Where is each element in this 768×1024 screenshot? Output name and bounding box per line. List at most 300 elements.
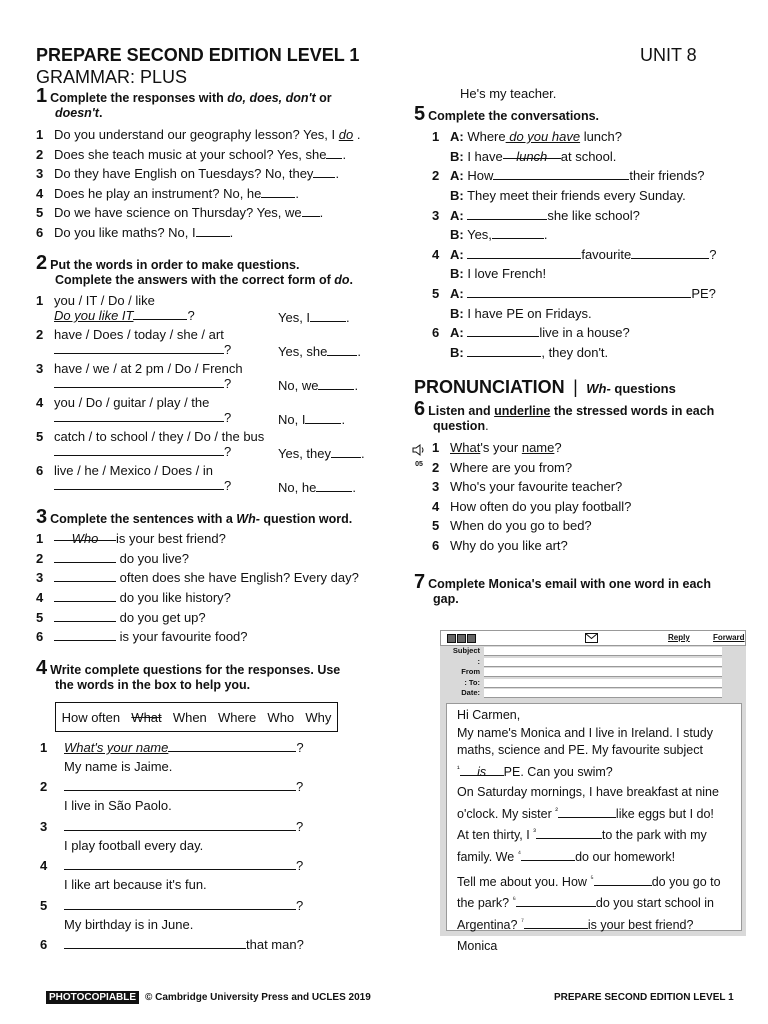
speaker-label: B: — [450, 187, 464, 203]
answer-blank[interactable] — [54, 342, 224, 354]
conversation — [414, 127, 754, 166]
pronunciation-sub: Wh- — [586, 381, 611, 396]
item-number: 3 — [432, 207, 440, 223]
email-paragraph — [457, 784, 731, 866]
gap-number: ² — [555, 805, 558, 815]
line-b — [432, 147, 754, 167]
item-text: ? — [554, 440, 562, 455]
item-number: 6 — [432, 325, 440, 341]
item-number: 4 — [36, 590, 44, 606]
instruction-words: doesn't — [55, 106, 99, 120]
email-field-input[interactable] — [484, 658, 722, 667]
line-text: Where — [463, 129, 506, 144]
question-mark: ? — [296, 740, 304, 755]
instruction-text: the words in the box to help you. — [55, 678, 251, 692]
conversation — [414, 166, 754, 205]
item-line — [36, 463, 386, 478]
email-text: Tell me about you. How — [457, 874, 591, 889]
word-box — [55, 702, 338, 732]
item-line — [36, 817, 386, 836]
answer-blank[interactable] — [305, 412, 341, 424]
item-number: 3 — [36, 361, 44, 376]
email-field-label: Subject — [452, 646, 480, 655]
box-word: How often — [61, 709, 121, 725]
email-field-input[interactable] — [484, 679, 722, 688]
gap-number: ⁴ — [517, 848, 522, 858]
exercise-item — [36, 896, 386, 935]
item-number: 4 — [36, 395, 44, 410]
item-number: 3 — [40, 818, 48, 834]
line-b — [432, 304, 754, 324]
answer-blank[interactable] — [467, 286, 691, 298]
exercise-item — [36, 125, 376, 145]
punct: . — [352, 480, 356, 495]
exercise-item — [36, 608, 386, 628]
speaker-label: A: — [450, 129, 464, 144]
instruction-text: Complete the responses with — [50, 91, 228, 105]
item-number: 4 — [432, 246, 440, 262]
speaker-label: A: — [450, 207, 464, 223]
instruction-text: Complete the sentences with a — [50, 512, 237, 526]
answer-blank[interactable] — [54, 444, 224, 456]
exercise-number: 7 — [414, 571, 426, 593]
punct: . — [361, 446, 365, 461]
item-number: 3 — [432, 479, 440, 495]
instruction-text: question word. — [259, 512, 353, 526]
instruction-words: do, does, don't — [227, 91, 316, 105]
email-line — [457, 891, 731, 913]
answer-blank[interactable] — [261, 186, 295, 198]
exercise-item — [36, 223, 376, 243]
punct: . — [357, 344, 362, 359]
item-number: 6 — [36, 224, 44, 240]
item-text: . — [335, 166, 340, 182]
exercise-item — [36, 145, 376, 165]
item-text: is your favourite food? — [116, 629, 248, 645]
email-text: is your best friend? — [587, 918, 694, 933]
answer-blank[interactable] — [316, 480, 352, 492]
exercise-number: 4 — [36, 657, 48, 679]
answer-blank[interactable] — [327, 344, 357, 356]
answer-blank[interactable] — [54, 478, 224, 490]
exercise-item — [36, 738, 386, 777]
punct: . — [341, 412, 346, 427]
email-line — [457, 913, 731, 935]
item-text: Do you understand our geography lesson? Yes, I — [54, 127, 339, 142]
item-text: How often do you play football? — [450, 498, 632, 514]
email-text: do our homework! — [575, 850, 676, 865]
email-text: PE. Can you swim? — [503, 764, 613, 779]
instruction-text: question — [433, 419, 486, 433]
carry-over-text: He's my teacher. — [460, 86, 557, 101]
answer-blank[interactable] — [133, 308, 187, 320]
line-text: she like school? — [547, 207, 640, 223]
instruction-text: Complete Monica's email with one word in each — [428, 577, 712, 591]
instruction-words: do — [334, 273, 350, 287]
answer-text: Yes, they — [278, 446, 332, 461]
email-greeting: Hi Carmen, — [457, 708, 521, 722]
exercise-6 — [414, 398, 754, 556]
email-field-row — [440, 678, 746, 689]
item-line — [36, 856, 386, 875]
gap-answer[interactable]: is — [460, 764, 504, 776]
item-number: 5 — [40, 897, 48, 913]
email-paragraph — [457, 870, 731, 935]
response-text: My birthday is in June. — [64, 916, 194, 932]
item-number: 4 — [432, 498, 440, 514]
item-number: 6 — [432, 537, 440, 553]
line-a-content — [432, 129, 622, 144]
answer-blank[interactable] — [54, 610, 116, 622]
response-text: My name is Jaime. — [64, 759, 173, 774]
speaker-label: B: — [450, 148, 464, 164]
line-a — [432, 245, 754, 265]
instruction-text: gap. — [433, 592, 459, 606]
example-answer: do — [338, 127, 354, 142]
answer-blank[interactable] — [467, 208, 547, 220]
forward-button[interactable]: Forward — [713, 633, 745, 642]
instruction-text: Write complete questions for the responses. Use — [50, 663, 341, 677]
exercise-item — [414, 438, 754, 458]
line-a — [432, 284, 754, 304]
exercise-item — [36, 164, 376, 184]
item-text: . — [295, 185, 300, 201]
answer-blank[interactable] — [54, 570, 116, 582]
speaker-label: B: — [450, 227, 464, 243]
item-number: 6 — [36, 463, 44, 478]
window-control-icon[interactable] — [467, 634, 476, 643]
answer-blank[interactable] — [310, 310, 346, 322]
box-word: Where — [217, 709, 257, 725]
answer-blank[interactable] — [492, 227, 544, 239]
footer-level: PREPARE SECOND EDITION LEVEL 1 — [554, 992, 734, 1003]
item-text: do you live? — [116, 550, 189, 566]
instruction-text: Complete the conversations. — [428, 109, 599, 123]
email-field-row — [440, 688, 746, 699]
email-text: to the park with my — [601, 828, 707, 843]
copyright-text: © Cambridge University Press and UCLES 2019 — [145, 992, 371, 1003]
gap-blank[interactable] — [516, 895, 596, 907]
item-number: 2 — [432, 459, 440, 475]
reply-button[interactable]: Reply — [668, 633, 690, 642]
answer-line — [278, 378, 358, 394]
line-text: , they don't. — [541, 345, 609, 361]
item-text: Why do you like art? — [450, 537, 568, 553]
item-line — [36, 361, 386, 376]
scrambled-words: live / he / Mexico / Does / in — [54, 463, 213, 478]
pronunciation-title: PRONUNCIATION — [414, 377, 565, 397]
email-field-label: From — [461, 667, 480, 676]
item-line — [36, 429, 386, 444]
email-field-input[interactable] — [484, 668, 722, 677]
envelope-icon[interactable] — [585, 633, 598, 643]
item-number: 1 — [36, 531, 44, 546]
punct: . — [354, 378, 359, 393]
email-text: the park? — [457, 896, 513, 911]
item-text: do you like history? — [116, 590, 231, 606]
answer-blank[interactable] — [313, 166, 335, 178]
scrambled-words: have / we / at 2 pm / Do / French — [54, 361, 243, 376]
email-line — [457, 760, 731, 782]
instruction-text: . — [349, 273, 353, 287]
email-text: o'clock. My sister — [457, 806, 556, 821]
scrambled-words: you / IT / Do / like — [54, 293, 155, 308]
line-text: at school. — [560, 148, 617, 164]
gap-blank[interactable] — [536, 827, 602, 839]
item-number: 5 — [36, 609, 44, 625]
email-signature: Monica — [457, 938, 498, 953]
email-text: do you start school in — [595, 896, 715, 911]
window-control-icon[interactable] — [457, 634, 466, 643]
email-toolbar — [440, 630, 746, 646]
item-text: . — [353, 127, 361, 142]
answer-blank[interactable]: Who — [54, 529, 116, 541]
exercise-2 — [36, 252, 386, 497]
box-word: What — [131, 709, 162, 725]
answer-blank[interactable] — [467, 325, 539, 337]
line-b — [432, 343, 754, 363]
answer-blank[interactable] — [54, 551, 116, 563]
exercise-number: 6 — [414, 398, 426, 420]
email-field-label: Date: — [461, 688, 480, 697]
item-number: 5 — [36, 205, 44, 221]
item-text: Where are you from? — [450, 459, 573, 475]
answer-text: Yes, she — [278, 344, 328, 359]
item-text: Do you like maths? No, I — [54, 224, 196, 240]
answer-blank[interactable] — [64, 858, 296, 870]
answer-text: No, we — [278, 378, 319, 393]
window-buttons — [447, 634, 476, 643]
gap-blank[interactable] — [524, 917, 588, 929]
question-mark: ? — [296, 858, 304, 874]
item-number: 4 — [36, 185, 44, 201]
item-number: 6 — [36, 629, 44, 645]
answer-blank[interactable] — [64, 779, 296, 791]
item-text: . — [342, 146, 347, 162]
answer-blank[interactable] — [54, 590, 116, 602]
answer-blank[interactable] — [64, 937, 246, 949]
email-text: do you go to — [651, 874, 721, 889]
speaker-label: A: — [450, 286, 464, 302]
exercise-item — [414, 497, 754, 517]
answer-line — [278, 310, 350, 326]
item-text: . — [229, 224, 234, 240]
instruction-text: Put the words in order to make questions. — [50, 258, 300, 272]
line-text: They meet their friends every Sunday. — [463, 187, 686, 203]
instruction-words: Wh- — [236, 512, 260, 526]
exercise-item — [36, 184, 376, 204]
line-text: How — [463, 168, 494, 184]
exercise-item — [36, 529, 386, 549]
stressed-word: What — [450, 440, 481, 455]
item-text: Do they have English on Tuesdays? No, they — [54, 166, 314, 182]
email-field-input[interactable] — [484, 647, 722, 656]
exercise-number: 3 — [36, 506, 48, 528]
email-text: At ten thirty, I — [457, 828, 534, 843]
item-line — [36, 935, 386, 954]
punct: . — [346, 310, 350, 325]
item-number: 2 — [432, 168, 440, 184]
exercise-number: 1 — [36, 85, 48, 107]
answer-blank[interactable]: lunch — [503, 147, 561, 159]
conversation — [414, 206, 754, 245]
item-line — [36, 293, 386, 308]
answer-blank[interactable] — [54, 376, 224, 388]
answer-text: No, I — [278, 412, 306, 427]
item-number: 5 — [36, 429, 44, 444]
audio-track[interactable] — [412, 443, 426, 468]
email-paragraph — [457, 725, 731, 782]
answer-blank[interactable] — [64, 898, 296, 910]
question-mark: ? — [296, 779, 304, 795]
line-a-content — [432, 168, 705, 183]
item-number: 1 — [432, 129, 440, 144]
instruction-text: Complete the answers with the correct form of — [55, 273, 335, 287]
line-b — [432, 186, 754, 206]
exercise-item — [36, 395, 386, 429]
exercise-item — [36, 327, 386, 361]
line-text: lunch? — [580, 129, 622, 144]
item-text: Do we have science on Thursday? Yes, we — [54, 205, 302, 221]
conversation — [414, 284, 754, 323]
item-number: 4 — [40, 858, 48, 874]
item-number: 3 — [36, 166, 44, 182]
answer-blank[interactable] — [54, 629, 116, 641]
window-control-icon[interactable] — [447, 634, 456, 643]
email-line — [457, 823, 731, 845]
conversation — [414, 323, 754, 362]
example-answer: Do you like IT — [54, 308, 134, 323]
answer-line — [278, 480, 356, 496]
stressed-word: name — [521, 440, 555, 455]
exercise-item — [36, 817, 386, 856]
speaker-label: B: — [450, 266, 464, 282]
item-number: 1 — [40, 740, 48, 755]
box-word: When — [172, 709, 207, 725]
item-number: 6 — [40, 936, 48, 952]
email-field-label: : To: — [464, 677, 480, 687]
section-title: GRAMMAR: PLUS — [36, 67, 188, 87]
answer-blank[interactable] — [54, 410, 224, 422]
answer-blank[interactable] — [168, 740, 296, 752]
answer-blank[interactable] — [631, 247, 709, 259]
pronunciation-heading — [414, 377, 676, 398]
page-title: PREPARE SECOND EDITION LEVEL 1 — [36, 45, 360, 65]
exercise-3 — [36, 506, 386, 647]
answer-blank[interactable] — [331, 446, 361, 458]
answer-blank[interactable] — [196, 225, 230, 237]
instruction-text: the stressed words in each — [550, 404, 715, 418]
email-field-input[interactable] — [484, 689, 722, 698]
gap-number: ¹ — [457, 763, 460, 773]
instruction-text: . — [485, 419, 489, 433]
answer-text: No, he — [278, 480, 317, 495]
item-text: Does she teach music at your school? Yes, she — [54, 146, 327, 162]
exercise-item — [36, 203, 376, 223]
exercise-item — [36, 361, 386, 395]
gap-number: ⁷ — [520, 916, 524, 926]
answer-blank[interactable] — [326, 147, 342, 159]
gap-blank[interactable] — [558, 806, 616, 818]
item-text: 's your — [480, 440, 522, 455]
line-text: Yes, — [463, 227, 492, 243]
line-text: I have PE on Fridays. — [463, 305, 592, 321]
answer-blank[interactable] — [318, 378, 354, 390]
exercise-number: 2 — [36, 252, 48, 274]
item-number: 1 — [36, 127, 44, 142]
email-field-row — [440, 667, 746, 678]
conversation — [414, 245, 754, 284]
scrambled-words: catch / to school / they / Do / the bus — [54, 429, 265, 444]
item-text: often does she have English? Every day? — [116, 570, 359, 586]
line-b — [432, 264, 754, 284]
exercise-item — [36, 293, 386, 327]
speaker-label: A: — [450, 246, 464, 262]
box-word: Why — [305, 709, 332, 725]
email-line: On Saturday mornings, I have breakfast at nine — [457, 785, 719, 800]
gap-blank[interactable] — [594, 874, 652, 886]
email-line — [457, 870, 731, 892]
email-text: Argentina? — [457, 918, 521, 933]
email-line: maths, science and PE. My favourite subject — [457, 743, 703, 757]
item-number: 2 — [36, 550, 44, 566]
answer-blank[interactable] — [64, 819, 296, 831]
answer-line — [278, 446, 365, 462]
speaker-icon — [412, 444, 425, 456]
item-text: is your best friend? — [116, 531, 226, 546]
email-field-row — [440, 657, 746, 668]
answer-text: Yes, I — [278, 310, 311, 325]
answer-blank[interactable] — [493, 168, 629, 180]
line-text: their friends? — [629, 168, 705, 184]
exercise-item — [414, 516, 754, 536]
instruction-underline: underline — [494, 404, 551, 418]
item-text: do you get up? — [116, 609, 206, 625]
answer-line — [278, 344, 361, 360]
pronunciation-sub: questions — [610, 381, 676, 396]
exercise-item — [36, 627, 386, 647]
line-b — [432, 225, 754, 245]
exercise-item — [36, 463, 386, 497]
email-line — [457, 802, 731, 824]
exercise-item — [36, 935, 386, 974]
email-field-label: : — [477, 656, 480, 666]
line-a — [432, 323, 754, 343]
line-a-content — [432, 247, 716, 262]
item-number: 2 — [36, 327, 44, 342]
email-text: family. We — [457, 850, 518, 865]
item-number: 3 — [36, 570, 44, 586]
line-text: PE? — [691, 286, 716, 302]
exercise-item — [36, 568, 386, 588]
separator: | — [573, 377, 578, 397]
item-number: 2 — [40, 779, 48, 795]
speaker-label: A: — [450, 168, 464, 184]
answer-line — [278, 412, 345, 428]
speaker-label: B: — [450, 305, 464, 321]
unit-label: UNIT 8 — [640, 45, 697, 65]
exercise-1 — [36, 85, 376, 243]
response-text: I live in São Paolo. — [64, 798, 172, 814]
question-mark: that man? — [246, 936, 304, 952]
answer-blank[interactable] — [302, 205, 320, 217]
box-word: Who — [267, 709, 295, 725]
line-a — [432, 206, 754, 226]
answer-blank[interactable] — [467, 247, 581, 259]
gap-blank[interactable] — [521, 849, 575, 861]
answer-blank[interactable] — [467, 345, 541, 357]
exercise-5 — [414, 103, 754, 363]
